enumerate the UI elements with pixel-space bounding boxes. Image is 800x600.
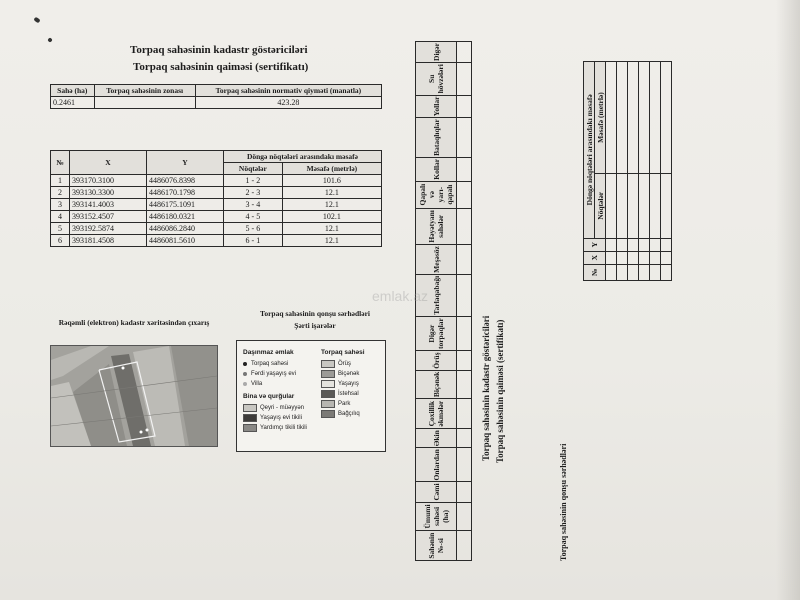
- land-type-header: Digər torpaqlar: [416, 316, 457, 351]
- coord-cell: 393192.5874: [70, 223, 147, 235]
- neighbor-cell: [639, 62, 650, 174]
- coord-cell: 4486086.2840: [147, 223, 224, 235]
- rotated-subtitle: Torpaq sahəsinin qaiməsi (sertifikatı): [495, 319, 505, 463]
- land-type-cell: [457, 157, 472, 181]
- land-type-cell: [457, 42, 472, 63]
- value-zone: [94, 97, 195, 109]
- neighbor-cell: [661, 251, 672, 264]
- neighbor-cell: [650, 62, 661, 174]
- legend-box: [236, 340, 386, 452]
- coord-row: [51, 199, 382, 211]
- header-zone: Torpaq sahəsinin zonası: [94, 85, 195, 97]
- coord-cell: 3: [51, 199, 70, 211]
- legend-item: Bağçılıq: [321, 409, 365, 419]
- coord-cell: 1: [51, 175, 70, 187]
- land-type-cell: [457, 181, 472, 208]
- land-type-cell: [457, 429, 472, 448]
- coord-cell: 4: [51, 211, 70, 223]
- coord-cell: 3 - 4: [224, 199, 283, 211]
- land-type-cell: [457, 370, 472, 398]
- coord-row: [51, 175, 382, 187]
- header-price: Torpaq sahəsinin normativ qiyməti (manatla): [195, 85, 381, 97]
- legend-item: Park: [321, 399, 365, 409]
- neighbor-cell: [639, 238, 650, 251]
- land-type-cell: [457, 95, 472, 118]
- land-type-header: Sahənin №-si: [416, 531, 457, 561]
- swatch-icon: [243, 414, 257, 422]
- neighbor-cell: [661, 174, 672, 239]
- land-type-cell: [457, 351, 472, 370]
- map-caption: Rəqəmli (elektron) kadastr xəritəsindən çıxarış: [58, 318, 210, 327]
- land-type-header: Tarlaqabağı: [416, 274, 457, 316]
- land-type-cell: [457, 482, 472, 502]
- neighbors-title: Torpaq sahəsinin qonşu sərhədləri: [260, 309, 370, 318]
- neighbor-cell: [617, 264, 628, 280]
- land-type-cell: [457, 118, 472, 158]
- header-y: Y: [147, 151, 224, 175]
- coord-row: [51, 211, 382, 223]
- header-area: Sahə (ha): [51, 85, 95, 97]
- land-type-header: Biçənək: [416, 370, 457, 398]
- coord-row: [51, 223, 382, 235]
- neighbor-row: [650, 62, 661, 281]
- summary-table: [50, 84, 382, 109]
- header-points: Nöqtələr: [224, 163, 283, 175]
- coord-cell: 101.6: [282, 175, 381, 187]
- coord-cell: 2: [51, 187, 70, 199]
- neighbor-cell: [639, 174, 650, 239]
- coord-cell: 102.1: [282, 211, 381, 223]
- neighbor-row: [639, 62, 650, 281]
- coord-cell: 5: [51, 223, 70, 235]
- small-header-x: X: [584, 251, 606, 264]
- coord-cell: 12.1: [282, 235, 381, 247]
- neighbor-cell: [661, 62, 672, 174]
- neighbor-row: [628, 62, 639, 281]
- land-plot-icon: [243, 362, 247, 366]
- small-header-meters: Məsafə (metrlə): [595, 62, 606, 174]
- coord-row: [51, 235, 382, 247]
- legend-item: Örüş: [321, 359, 365, 369]
- coord-cell: 1 - 2: [224, 175, 283, 187]
- legend-item: Torpaq sahəsi: [243, 359, 307, 369]
- legend-landuse-head: Torpaq sahəsi: [321, 349, 365, 356]
- coord-row: [51, 187, 382, 199]
- neighbor-cell: [628, 174, 639, 239]
- land-type-header: Kollar: [416, 157, 457, 181]
- neighbor-cell: [617, 251, 628, 264]
- land-type-cell: [457, 531, 472, 561]
- legend-title: Şərti işarələr: [294, 321, 336, 330]
- page-subtitle: Torpaq sahəsinin qaiməsi (sertifikatı): [133, 61, 309, 73]
- land-type-header: Su hövzələri: [416, 62, 457, 95]
- neighbor-cell: [617, 174, 628, 239]
- swatch-icon: [243, 424, 257, 432]
- land-type-header: Örüş: [416, 351, 457, 370]
- land-type-cell: [457, 245, 472, 275]
- swatch-icon: [321, 410, 335, 418]
- legend-item: Yardımçı tikili tikili: [243, 423, 307, 433]
- coord-cell: 393130.3300: [70, 187, 147, 199]
- value-area: 0.2461: [51, 97, 95, 109]
- legend-column-landuse: [321, 349, 365, 419]
- coord-cell: 393170.3100: [70, 175, 147, 187]
- neighbor-cell: [606, 251, 617, 264]
- header-x: X: [70, 151, 147, 175]
- legend-item: İstehsal: [321, 389, 365, 399]
- neighbor-row: [606, 62, 617, 281]
- neighbor-cell: [661, 264, 672, 280]
- villa-icon: [243, 382, 247, 386]
- small-header-y: Y: [584, 238, 606, 251]
- legend-buildings-head: Bina və qurğular: [243, 393, 295, 400]
- coord-cell: 6 - 1: [224, 235, 283, 247]
- coord-cell: 393152.4507: [70, 211, 147, 223]
- land-type-header: Digər: [416, 42, 457, 63]
- value-price: 423.28: [195, 97, 381, 109]
- neighbor-cell: [628, 251, 639, 264]
- header-meters: Məsafə (metrlə): [282, 163, 381, 175]
- land-type-header: Əkin: [416, 429, 457, 448]
- neighbors-caption: [240, 308, 390, 332]
- swatch-icon: [321, 380, 335, 388]
- land-type-header: Meşəsöz: [416, 245, 457, 275]
- land-type-cell: [457, 62, 472, 95]
- land-type-cell: [457, 502, 472, 531]
- land-type-cell: [457, 399, 472, 429]
- coord-cell: 393141.4003: [70, 199, 147, 211]
- land-type-cell: [457, 208, 472, 245]
- neighbor-cell: [606, 174, 617, 239]
- land-type-cell: [457, 316, 472, 351]
- land-type-header: Bataqlıqlar: [416, 118, 457, 158]
- header-distance: Döngə nöqtələri arasındakı məsafə: [224, 151, 382, 163]
- legend-item: Fərdi yaşayış evi: [243, 369, 307, 379]
- coord-cell: 4486175.1091: [147, 199, 224, 211]
- land-type-header: Onlardan: [416, 448, 457, 482]
- neighbor-cell: [617, 238, 628, 251]
- legend-item: Yaşayış: [321, 379, 365, 389]
- coord-cell: 4486076.8398: [147, 175, 224, 187]
- rotated-content: [409, 21, 789, 581]
- legend-column-property: [243, 349, 307, 433]
- coord-cell: 6: [51, 235, 70, 247]
- header-no: №: [51, 151, 70, 175]
- neighbor-cell: [650, 174, 661, 239]
- land-type-cell: [457, 448, 472, 482]
- land-type-cell: [457, 274, 472, 316]
- neighbor-cell: [606, 62, 617, 174]
- neighbor-cell: [661, 238, 672, 251]
- neighbor-cell: [650, 238, 661, 251]
- cadastral-map: [50, 345, 218, 447]
- house-icon: [243, 372, 247, 376]
- legend-property-head: Daşınmaz əmlak: [243, 349, 294, 356]
- swatch-icon: [321, 360, 335, 368]
- neighbor-cell: [628, 62, 639, 174]
- small-header-no: №: [584, 264, 606, 280]
- swatch-icon: [243, 404, 257, 412]
- land-type-header: Həyətyanı sahələr: [416, 208, 457, 245]
- legend-item: Biçənək: [321, 369, 365, 379]
- coord-cell: 2 - 3: [224, 187, 283, 199]
- neighbor-cell: [650, 251, 661, 264]
- coord-cell: 12.1: [282, 199, 381, 211]
- legend-item: Qeyri - müəyyən: [243, 403, 307, 413]
- land-type-header: Çoxillik əkmələr: [416, 399, 457, 429]
- coord-cell: 393181.4508: [70, 235, 147, 247]
- neighbor-cell: [628, 264, 639, 280]
- neighbor-cell: [628, 238, 639, 251]
- coord-cell: 12.1: [282, 223, 381, 235]
- coord-cell: 12.1: [282, 187, 381, 199]
- rotated-title: Torpaq sahəsinin kadastr göstəriciləri: [481, 315, 491, 461]
- small-header-distance: Döngə nöqtələri arasındakı məsafə: [584, 62, 595, 239]
- land-type-header: Ümumi sahəsi (ha): [416, 502, 457, 531]
- legend-item: Villa: [243, 379, 307, 389]
- neighbor-cell: [639, 251, 650, 264]
- coord-cell: 4486170.1798: [147, 187, 224, 199]
- rotated-sheet: [395, 15, 795, 590]
- swatch-icon: [321, 400, 335, 408]
- coord-cell: 4486180.0321: [147, 211, 224, 223]
- neighbor-cell: [650, 264, 661, 280]
- coordinates-table: [50, 150, 382, 247]
- neighbor-cell: [617, 62, 628, 174]
- legend-item: Yaşayış evi tikili: [243, 413, 307, 423]
- neighbor-cell: [606, 238, 617, 251]
- swatch-icon: [321, 390, 335, 398]
- neighbors-title-rotated: Torpaq sahəsinin qonşu sərhədləri: [559, 443, 568, 561]
- map-drawing: [51, 346, 217, 446]
- land-type-header: Yollar: [416, 95, 457, 118]
- land-type-header: Cəmi: [416, 482, 457, 502]
- ink-mark: [33, 17, 40, 24]
- ink-mark: [47, 37, 53, 43]
- land-type-header: Qapalı və yarı-qapalı: [416, 181, 457, 208]
- coord-cell: 5 - 6: [224, 223, 283, 235]
- coord-cell: 4486081.5610: [147, 235, 224, 247]
- neighbor-row: [617, 62, 628, 281]
- watermark-text: emlak.az: [372, 288, 429, 304]
- swatch-icon: [321, 370, 335, 378]
- neighbors-table: [583, 61, 672, 281]
- neighbor-row: [661, 62, 672, 281]
- neighbor-cell: [606, 264, 617, 280]
- page-title: Torpaq sahəsinin kadastr göstəriciləri: [130, 44, 308, 56]
- neighbor-cell: [639, 264, 650, 280]
- small-header-points: Nöqtələr: [595, 174, 606, 239]
- coord-cell: 4 - 5: [224, 211, 283, 223]
